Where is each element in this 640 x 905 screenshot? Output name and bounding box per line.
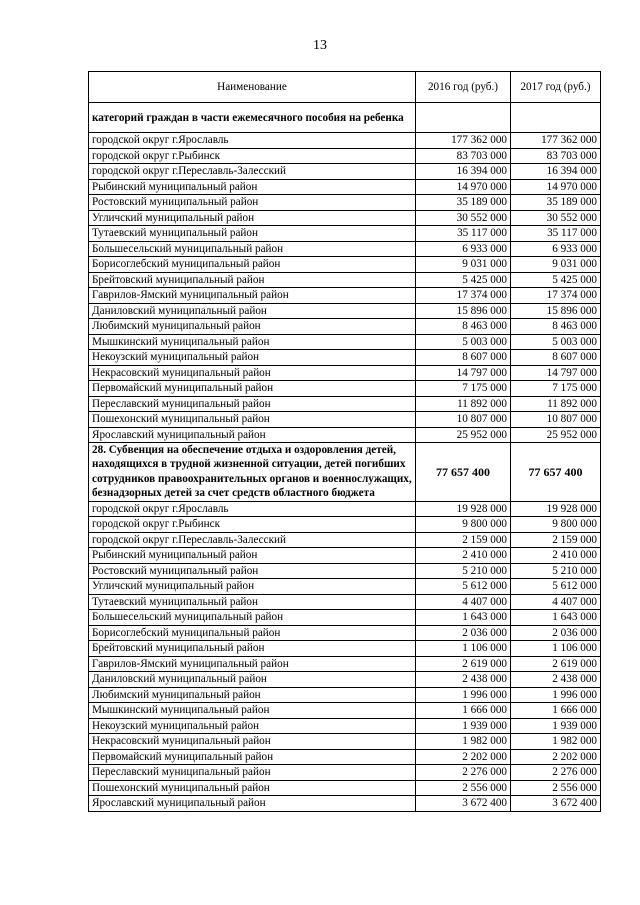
value-2016: 14 970 000	[416, 179, 511, 195]
value-2017: 4 407 000	[511, 594, 601, 610]
value-2017: 2 438 000	[511, 672, 601, 688]
table-row	[89, 257, 601, 273]
table-row	[89, 241, 601, 257]
value-2017: 5 612 000	[511, 579, 601, 595]
empty-cell	[511, 103, 601, 133]
value-2016: 14 797 000	[416, 365, 511, 381]
value-2016: 9 031 000	[416, 257, 511, 273]
value-2017: 77 657 400	[511, 443, 601, 502]
table-row	[89, 656, 601, 672]
empty-cell	[416, 103, 511, 133]
value-2017: 1 939 000	[511, 718, 601, 734]
table-row	[89, 796, 601, 812]
value-2016: 2 276 000	[416, 765, 511, 781]
value-2016: 1 982 000	[416, 734, 511, 750]
value-2017: 5 210 000	[511, 563, 601, 579]
value-2016: 5 003 000	[416, 334, 511, 350]
row-name: Некоузский муниципальный район	[89, 350, 416, 366]
row-name: Даниловский муниципальный район	[89, 303, 416, 319]
row-name: 28. Субвенция на обеспечение отдыха и оздоровления детей, находящихся в трудной жизненной ситуации, детей погибших сотрудников правоохранительных органов и военнослужащих, безнадзорных детей за счет средств областного бюджета	[89, 443, 416, 502]
table-row	[89, 734, 601, 750]
value-2016: 2 556 000	[416, 780, 511, 796]
table-row	[89, 687, 601, 703]
value-2017: 10 807 000	[511, 412, 601, 428]
header-2016: 2016 год (руб.)	[416, 72, 511, 103]
row-name: Ростовский муниципальный район	[89, 563, 416, 579]
value-2016: 11 892 000	[416, 396, 511, 412]
table-row	[89, 594, 601, 610]
value-2017: 2 036 000	[511, 625, 601, 641]
value-2017: 7 175 000	[511, 381, 601, 397]
row-name: Тутаевский муниципальный район	[89, 226, 416, 242]
table-row	[89, 210, 601, 226]
row-name: городской округ г.Переславль-Залесский	[89, 164, 416, 180]
section-header-row	[89, 443, 601, 502]
value-2017: 35 117 000	[511, 226, 601, 242]
value-2016: 1 106 000	[416, 641, 511, 657]
row-name: Некрасовский муниципальный район	[89, 365, 416, 381]
table-row	[89, 164, 601, 180]
value-2017: 2 556 000	[511, 780, 601, 796]
value-2017: 11 892 000	[511, 396, 601, 412]
row-name: Гаврилов-Ямский муниципальный район	[89, 656, 416, 672]
value-2017: 15 896 000	[511, 303, 601, 319]
row-name: Брейтовский муниципальный район	[89, 272, 416, 288]
value-2016: 6 933 000	[416, 241, 511, 257]
value-2017: 1 666 000	[511, 703, 601, 719]
row-name: Гаврилов-Ямский муниципальный район	[89, 288, 416, 304]
value-2017: 9 031 000	[511, 257, 601, 273]
value-2017: 2 276 000	[511, 765, 601, 781]
value-2016: 77 657 400	[416, 443, 511, 502]
row-name: Пошехонский муниципальный район	[89, 412, 416, 428]
section-continuation-row	[89, 103, 601, 133]
budget-table	[88, 71, 601, 812]
row-name: Тутаевский муниципальный район	[89, 594, 416, 610]
value-2016: 5 612 000	[416, 579, 511, 595]
value-2016: 83 703 000	[416, 148, 511, 164]
value-2017: 2 159 000	[511, 532, 601, 548]
value-2017: 16 394 000	[511, 164, 601, 180]
value-2016: 35 189 000	[416, 195, 511, 211]
row-name: Угличский муниципальный район	[89, 579, 416, 595]
row-name: Первомайский муниципальный район	[89, 381, 416, 397]
value-2017: 25 952 000	[511, 427, 601, 443]
value-2017: 17 374 000	[511, 288, 601, 304]
value-2017: 1 643 000	[511, 610, 601, 626]
row-name: Угличский муниципальный район	[89, 210, 416, 226]
value-2017: 83 703 000	[511, 148, 601, 164]
value-2017: 2 202 000	[511, 749, 601, 765]
table-row	[89, 610, 601, 626]
table-row	[89, 288, 601, 304]
value-2016: 17 374 000	[416, 288, 511, 304]
table-row	[89, 563, 601, 579]
value-2016: 1 939 000	[416, 718, 511, 734]
header-2017: 2017 год (руб.)	[511, 72, 601, 103]
table-row	[89, 641, 601, 657]
row-name: Ярославский муниципальный район	[89, 796, 416, 812]
header-name: Наименование	[89, 72, 416, 103]
value-2017: 5 425 000	[511, 272, 601, 288]
row-name: Ростовский муниципальный район	[89, 195, 416, 211]
table-row	[89, 381, 601, 397]
value-2016: 19 928 000	[416, 501, 511, 517]
value-2016: 2 619 000	[416, 656, 511, 672]
value-2017: 14 797 000	[511, 365, 601, 381]
value-2016: 30 552 000	[416, 210, 511, 226]
value-2017: 2 410 000	[511, 548, 601, 564]
row-name: Рыбинский муниципальный район	[89, 179, 416, 195]
table-row	[89, 532, 601, 548]
table-row	[89, 718, 601, 734]
table-row	[89, 365, 601, 381]
table-row	[89, 226, 601, 242]
value-2016: 1 643 000	[416, 610, 511, 626]
value-2016: 2 438 000	[416, 672, 511, 688]
table-row	[89, 703, 601, 719]
table-row	[89, 579, 601, 595]
value-2016: 5 210 000	[416, 563, 511, 579]
value-2017: 6 933 000	[511, 241, 601, 257]
value-2017: 14 970 000	[511, 179, 601, 195]
row-name: Первомайский муниципальный район	[89, 749, 416, 765]
row-name: городской округ г.Рыбинск	[89, 148, 416, 164]
row-name: Переславский муниципальный район	[89, 765, 416, 781]
section-continuation-name: категорий граждан в части ежемесячного пособия на ребенка	[89, 103, 416, 133]
value-2016: 4 407 000	[416, 594, 511, 610]
value-2016: 8 463 000	[416, 319, 511, 335]
value-2016: 8 607 000	[416, 350, 511, 366]
table-row	[89, 319, 601, 335]
row-name: городской округ г.Переславль-Залесский	[89, 532, 416, 548]
value-2016: 2 410 000	[416, 548, 511, 564]
value-2017: 1 982 000	[511, 734, 601, 750]
row-name: Пошехонский муниципальный район	[89, 780, 416, 796]
value-2017: 5 003 000	[511, 334, 601, 350]
table-row	[89, 780, 601, 796]
table-row	[89, 350, 601, 366]
table-row	[89, 749, 601, 765]
value-2017: 8 463 000	[511, 319, 601, 335]
value-2016: 7 175 000	[416, 381, 511, 397]
value-2017: 9 800 000	[511, 517, 601, 533]
row-name: Борисоглебский муниципальный район	[89, 625, 416, 641]
row-name: Ярославский муниципальный район	[89, 427, 416, 443]
row-name: Большесельский муниципальный район	[89, 610, 416, 626]
value-2016: 1 996 000	[416, 687, 511, 703]
table-row	[89, 195, 601, 211]
value-2016: 5 425 000	[416, 272, 511, 288]
value-2017: 3 672 400	[511, 796, 601, 812]
row-name: Мышкинский муниципальный район	[89, 334, 416, 350]
value-2016: 2 036 000	[416, 625, 511, 641]
value-2016: 2 159 000	[416, 532, 511, 548]
table-row	[89, 334, 601, 350]
table-row	[89, 427, 601, 443]
row-name: городской округ г.Ярославль	[89, 133, 416, 149]
row-name: Переславский муниципальный район	[89, 396, 416, 412]
table-row	[89, 765, 601, 781]
table-row	[89, 148, 601, 164]
row-name: Даниловский муниципальный район	[89, 672, 416, 688]
value-2016: 15 896 000	[416, 303, 511, 319]
value-2017: 8 607 000	[511, 350, 601, 366]
row-name: Некоузский муниципальный район	[89, 718, 416, 734]
value-2017: 2 619 000	[511, 656, 601, 672]
value-2017: 1 996 000	[511, 687, 601, 703]
value-2017: 19 928 000	[511, 501, 601, 517]
value-2016: 1 666 000	[416, 703, 511, 719]
value-2016: 9 800 000	[416, 517, 511, 533]
value-2017: 177 362 000	[511, 133, 601, 149]
value-2016: 10 807 000	[416, 412, 511, 428]
table-row	[89, 412, 601, 428]
table-row	[89, 133, 601, 149]
table-header-row	[89, 72, 601, 103]
row-name: Борисоглебский муниципальный район	[89, 257, 416, 273]
value-2016: 16 394 000	[416, 164, 511, 180]
row-name: городской округ г.Ярославль	[89, 501, 416, 517]
value-2016: 35 117 000	[416, 226, 511, 242]
row-name: Брейтовский муниципальный район	[89, 641, 416, 657]
table-row	[89, 625, 601, 641]
row-name: городской округ г.Рыбинск	[89, 517, 416, 533]
page-number: 13	[313, 38, 327, 53]
row-name: Рыбинский муниципальный район	[89, 548, 416, 564]
table-row	[89, 272, 601, 288]
row-name: Некрасовский муниципальный район	[89, 734, 416, 750]
row-name: Мышкинский муниципальный район	[89, 703, 416, 719]
value-2017: 35 189 000	[511, 195, 601, 211]
value-2016: 177 362 000	[416, 133, 511, 149]
value-2017: 1 106 000	[511, 641, 601, 657]
table-row	[89, 303, 601, 319]
value-2016: 25 952 000	[416, 427, 511, 443]
row-name: Большесельский муниципальный район	[89, 241, 416, 257]
value-2017: 30 552 000	[511, 210, 601, 226]
value-2016: 3 672 400	[416, 796, 511, 812]
row-name: Любимский муниципальный район	[89, 687, 416, 703]
row-name: Любимский муниципальный район	[89, 319, 416, 335]
table-row	[89, 501, 601, 517]
table-row	[89, 672, 601, 688]
table-row	[89, 517, 601, 533]
table-row	[89, 396, 601, 412]
table-row	[89, 179, 601, 195]
table-row	[89, 548, 601, 564]
value-2016: 2 202 000	[416, 749, 511, 765]
